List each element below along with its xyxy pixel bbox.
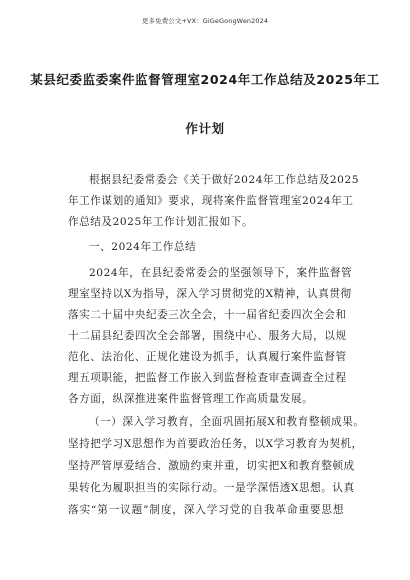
- section-heading: 一、2024年工作总结: [89, 241, 197, 253]
- subsection-heading: （一）深入学习教育，全面巩固拓展X和教育整顿成果。: [89, 416, 365, 428]
- body-line: 年工作谋划的通知》要求，现将案件监督管理室2024年工: [68, 195, 354, 207]
- body-line: 坚持把学习X思想作为首要政治任务，以X学习教育为契机，: [68, 438, 363, 450]
- body-line: 理室坚持以X为指导，深入学习贯彻党的X精神，认真贯彻: [68, 288, 352, 300]
- body-line: 落实“第一议题”制度，深入学习党的自我革命重要思想: [68, 504, 344, 516]
- body-line: 落实二十届中央纪委三次全会，十一届省纪委四次全会和: [68, 309, 347, 321]
- document-title-line-2: 作计划: [185, 121, 225, 136]
- body-line: 范化、法治化、正规化建设为抓手，认真履行案件监督管: [68, 351, 347, 363]
- body-line: 坚持严管厚爱结合、激励约束并重，切实把X和教育整顿成: [68, 460, 355, 472]
- body-line: 根据县纪委常委会《关于做好2024年工作总结及2025: [89, 174, 360, 186]
- body-line: 2024年，在县纪委常委会的坚强领导下，案件监督管: [89, 267, 353, 279]
- body-line: 果转化为履职担当的实际行动。一是学深悟透X思想。认真: [68, 482, 355, 494]
- body-line: 理五项职能，把监督工作嵌入到监督检查审查调查全过程: [68, 372, 347, 384]
- body-line: 作总结及2025年工作计划汇报如下。: [68, 216, 254, 228]
- body-line: 各方面，纵深推进案件监督管理工作高质量发展。: [68, 393, 314, 405]
- body-line: 十二届县纪委四次全会部署，围绕中心、服务大局，以规: [68, 330, 347, 342]
- document-title-line-1: 某县纪委监委案件监督管理室2024年工作总结及2025年工: [30, 72, 380, 87]
- header-note: 更多免费公文+VX：GiGeGongWen2024: [141, 17, 269, 25]
